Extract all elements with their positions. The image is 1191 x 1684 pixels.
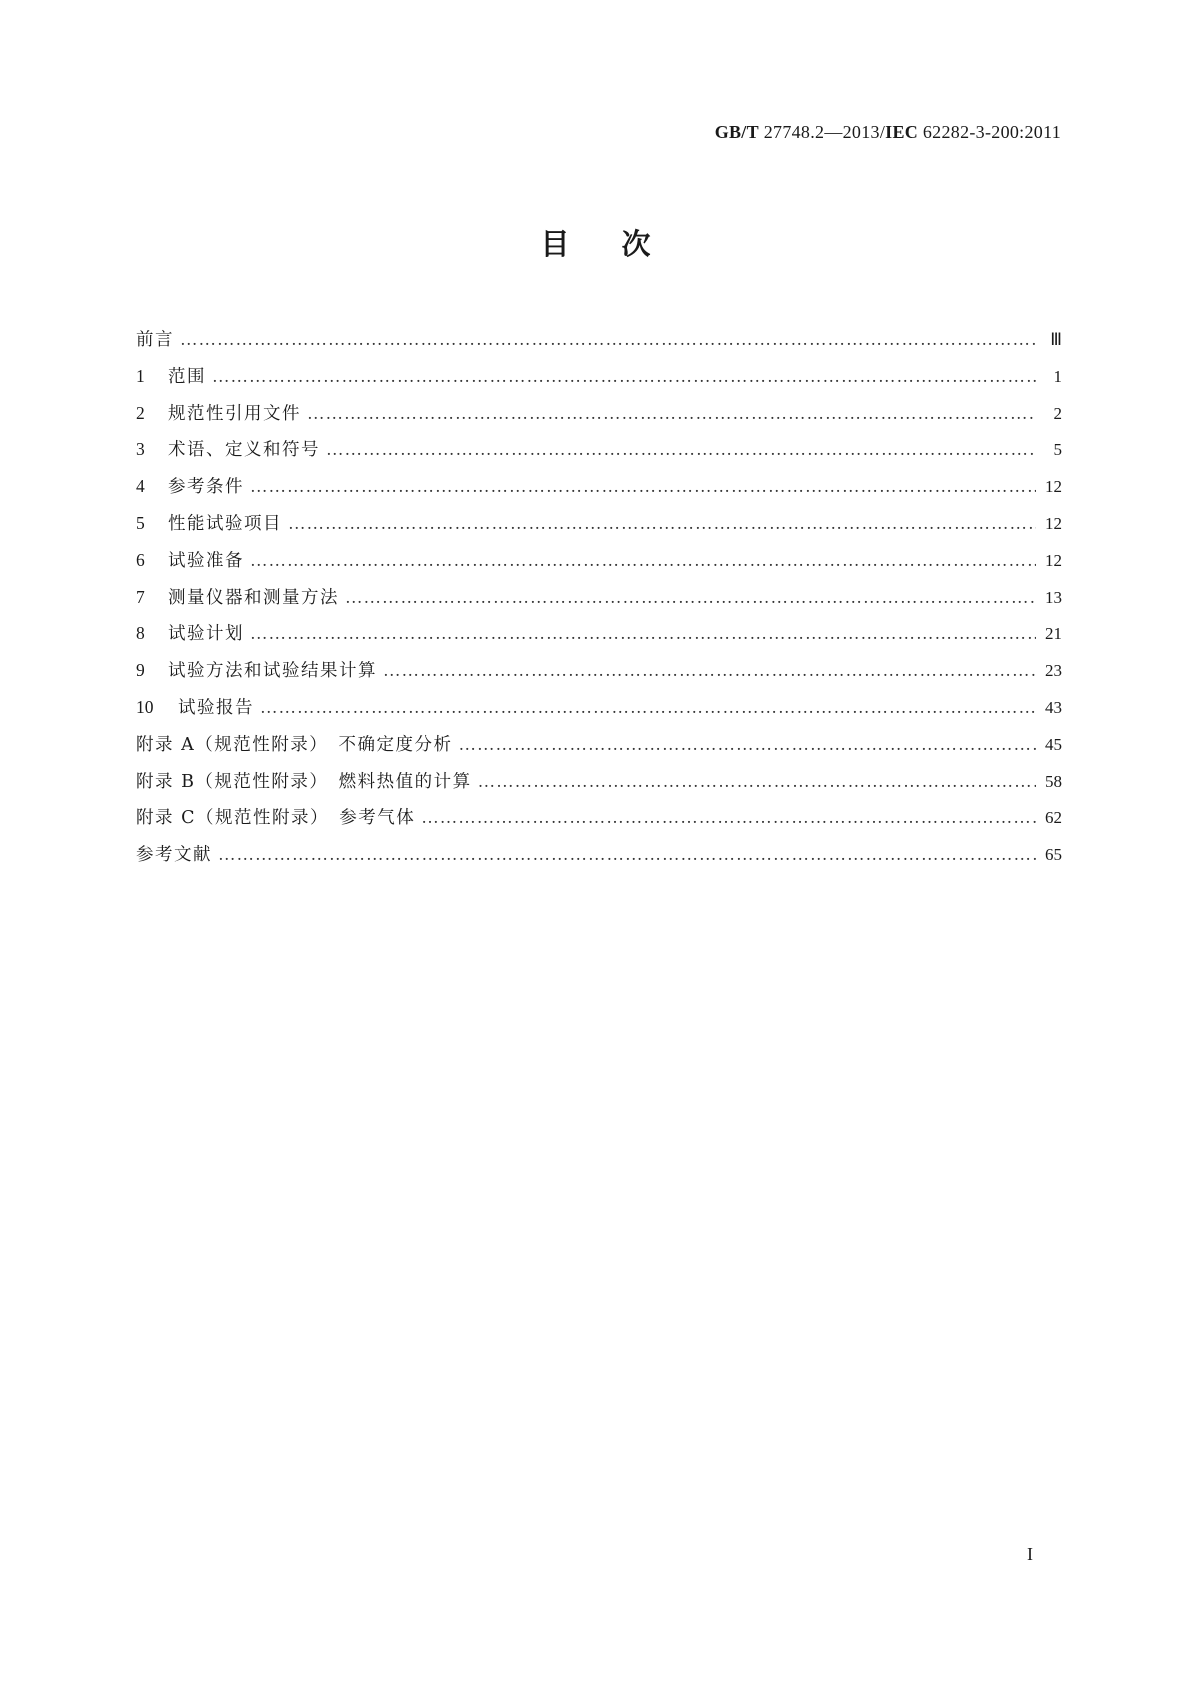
toc-page: 58 [1045, 771, 1062, 791]
toc-label: 前言 [136, 330, 174, 350]
toc-leader [307, 403, 1036, 424]
toc-number: 1 [136, 365, 145, 386]
toc-label: 试验报告 [178, 697, 254, 718]
standard-code-gbt: GB/T [714, 122, 759, 142]
toc-label: 附录 C（规范性附录） 参考气体 [136, 808, 416, 829]
toc-label: 性能试验项目 [168, 513, 282, 534]
toc-page: 43 [1045, 697, 1062, 717]
toc-number: 6 [136, 549, 145, 570]
toc-leader [250, 550, 1036, 571]
toc-label: 规范性引用文件 [168, 403, 301, 424]
toc-label: 试验方法和试验结果计算 [168, 661, 377, 682]
toc-leader [421, 807, 1036, 828]
standard-code [715, 122, 1061, 143]
standard-code-iec: IEC [885, 122, 919, 142]
toc-leader [478, 771, 1036, 792]
toc-label: 试验准备 [168, 550, 244, 571]
toc-number: 10 [136, 696, 154, 717]
toc-number: 4 [136, 476, 145, 497]
toc-entry-8[interactable] [136, 620, 1062, 657]
toc-page: 5 [1053, 440, 1062, 460]
toc-leader [250, 623, 1036, 644]
toc-entry-appendix-a[interactable] [136, 731, 1062, 768]
toc-label: 附录 B（规范性附录） 燃料热值的计算 [136, 771, 472, 792]
toc-page: 45 [1045, 734, 1062, 754]
toc-entry-appendix-b[interactable] [136, 768, 1062, 805]
toc-leader [260, 697, 1036, 718]
toc-label: 参考文献 [136, 845, 212, 866]
toc-number: 5 [136, 512, 145, 533]
toc-leader [288, 513, 1036, 534]
toc-number: 2 [136, 402, 145, 423]
toc-number: 3 [136, 439, 145, 460]
toc-page: 12 [1045, 550, 1062, 570]
toc-page: Ⅲ [1050, 330, 1062, 349]
toc-entry-6[interactable] [136, 547, 1062, 584]
standard-code-iec-number: 62282-3-200:2011 [922, 122, 1061, 142]
toc-label: 范围 [168, 366, 206, 387]
toc-entry-10[interactable] [136, 694, 1062, 731]
page-number: I [1027, 1544, 1033, 1564]
toc-entry-bibliography[interactable] [136, 841, 1062, 878]
toc-leader [250, 476, 1036, 497]
toc-page: 23 [1045, 661, 1062, 681]
toc-number: 8 [136, 623, 145, 644]
toc-entry-foreword[interactable] [136, 326, 1062, 363]
toc-page: 65 [1045, 845, 1062, 865]
toc-leader [326, 439, 1036, 460]
toc-number: 7 [136, 586, 145, 607]
toc-page: 2 [1053, 403, 1062, 423]
toc-entry-9[interactable] [136, 657, 1062, 694]
toc-entry-3[interactable] [136, 436, 1062, 473]
toc-entry-2[interactable] [136, 400, 1062, 437]
toc-page: 62 [1045, 808, 1062, 828]
page-title: 目次 [540, 227, 703, 261]
standard-code-number: 27748.2—2013/ [763, 122, 886, 142]
toc-entry-appendix-c[interactable] [136, 804, 1062, 841]
toc-label: 术语、定义和符号 [168, 440, 320, 461]
toc-entry-5[interactable] [136, 510, 1062, 547]
toc-entry-4[interactable] [136, 473, 1062, 510]
toc-page: 21 [1045, 624, 1062, 644]
toc-label: 参考条件 [168, 477, 244, 498]
toc-leader [212, 366, 1036, 387]
toc-leader [383, 660, 1036, 681]
toc-page: 13 [1045, 587, 1062, 607]
toc-entry-1[interactable] [136, 363, 1062, 400]
toc-number: 9 [136, 660, 145, 681]
toc-page: 1 [1053, 366, 1062, 386]
toc-leader [345, 587, 1036, 608]
toc-leader [180, 329, 1036, 350]
toc-page: 12 [1045, 513, 1062, 533]
table-of-contents [136, 326, 1062, 878]
toc-leader [458, 734, 1036, 755]
toc-leader [218, 844, 1036, 865]
toc-label: 附录 A（规范性附录） 不确定度分析 [136, 734, 453, 755]
toc-label: 测量仪器和测量方法 [168, 587, 339, 608]
toc-entry-7[interactable] [136, 584, 1062, 621]
toc-label: 试验计划 [168, 624, 244, 645]
toc-page: 12 [1045, 477, 1062, 497]
